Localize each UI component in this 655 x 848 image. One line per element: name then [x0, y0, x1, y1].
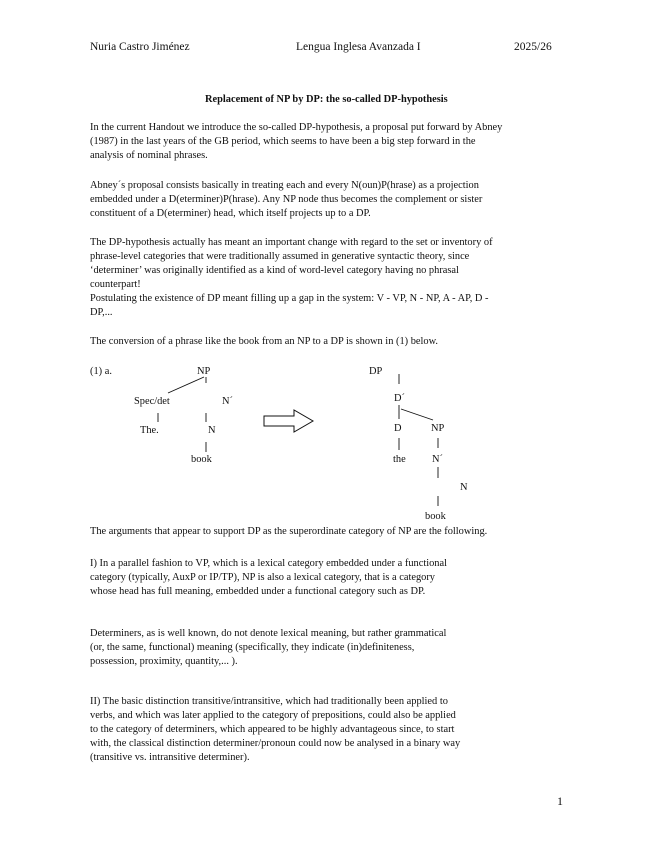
header-year: 2025/26 [514, 41, 552, 53]
tree-left-head: N [208, 425, 216, 436]
text-line: DP,... [90, 307, 113, 318]
page-title: Replacement of NP by DP: the so-called DP-hypothesis [205, 94, 448, 105]
paragraph-determiners [90, 627, 565, 669]
header-author: Nuria Castro Jiménez [90, 41, 190, 53]
tree-right-det-word: the [393, 454, 406, 465]
tree-left-nbar: N´ [222, 396, 233, 407]
text-line: The arguments that appear to support DP as the superordinate category of NP are the following. [90, 526, 488, 537]
text-line: whose head has full meaning, embedded under a functional category such as DP. [90, 586, 426, 597]
text-line: II) The basic distinction transitive/intransitive, which had traditionally been applied to [90, 696, 448, 707]
paragraph-argument-one [90, 557, 565, 599]
tree-right-np: NP [431, 423, 445, 434]
text-line: (or, the same, functional) meaning (specifically, they indicate (in)definiteness, [90, 642, 415, 653]
tree-right-root: DP [369, 366, 383, 377]
text-line: (1987) in the last years of the GB period, which seems to have been a big step forward in the [90, 136, 476, 147]
text-line: (transitive vs. intransitive determiner). [90, 752, 250, 763]
text-line: verbs, and which was later applied to the category of prepositions, could also be applied [90, 710, 456, 721]
text-line: with, the classical distinction determiner/pronoun could now be analysed in a binary way [90, 738, 461, 749]
tree-left-det-word: The. [140, 425, 159, 436]
tree-right-nbar: N´ [432, 454, 443, 465]
text-line: In the current Handout we introduce the so-called DP-hypothesis, a proposal put forward by Abney [90, 122, 503, 133]
tree-right-noun-word: book [425, 511, 446, 522]
tree-right-head: D [394, 423, 402, 434]
text-line: possession, proximity, quantity,... ). [90, 656, 238, 667]
text-line: Postulating the existence of DP meant filling up a gap in the system: V - VP, N - NP, A - AP, D - [90, 293, 489, 304]
text-line: I) In a parallel fashion to VP, which is a lexical category embedded under a functional [90, 558, 448, 569]
text-line: phrase-level categories that were traditionally assumed in generative syntactic theory, since [90, 251, 470, 262]
text-line: to the category of determiners, which appeared to be highly advantageous since, to start [90, 724, 455, 735]
text-line: The conversion of a phrase like the book from an NP to a DP is shown in (1) below. [90, 336, 439, 347]
text-line: embedded under a D(eterminer)P(hrase). Any NP node thus becomes the complement or sister [90, 194, 483, 205]
tree-left-noun-word: book [191, 454, 212, 465]
tree-left-root: NP [197, 366, 211, 377]
text-line: counterpart! [90, 279, 141, 290]
text-line: The DP-hypothesis actually has meant an important change with regard to the set or inventory of [90, 237, 493, 248]
text-line: category (typically, AuxP or IP/TP), NP is also a lexical category, that is a category [90, 572, 436, 583]
paragraph-argument-two [90, 695, 565, 765]
text-line: constituent of a D(eterminer) head, which itself projects up to a DP. [90, 208, 371, 219]
arrow-right-icon [264, 410, 313, 432]
page-number: 1 [557, 794, 563, 808]
example-number: (1) a. [90, 366, 112, 377]
tree-right-dbar: D´ [394, 393, 405, 404]
text-line: analysis of nominal phrases. [90, 150, 208, 161]
paragraph-arguments [90, 525, 565, 539]
header-course: Lengua Inglesa Avanzada I [296, 41, 421, 53]
tree-right-n: N [460, 482, 468, 493]
tree-left-spec: Spec/det [134, 396, 170, 407]
text-line: Determiners, as is well known, do not denote lexical meaning, but rather grammatical [90, 628, 447, 639]
text-line: ‘determiner’ was originally identified as a kind of word-level category having no phrasal [90, 265, 459, 276]
text-line: Abney´s proposal consists basically in treating each and every N(oun)P(hrase) as a projection [90, 180, 479, 191]
